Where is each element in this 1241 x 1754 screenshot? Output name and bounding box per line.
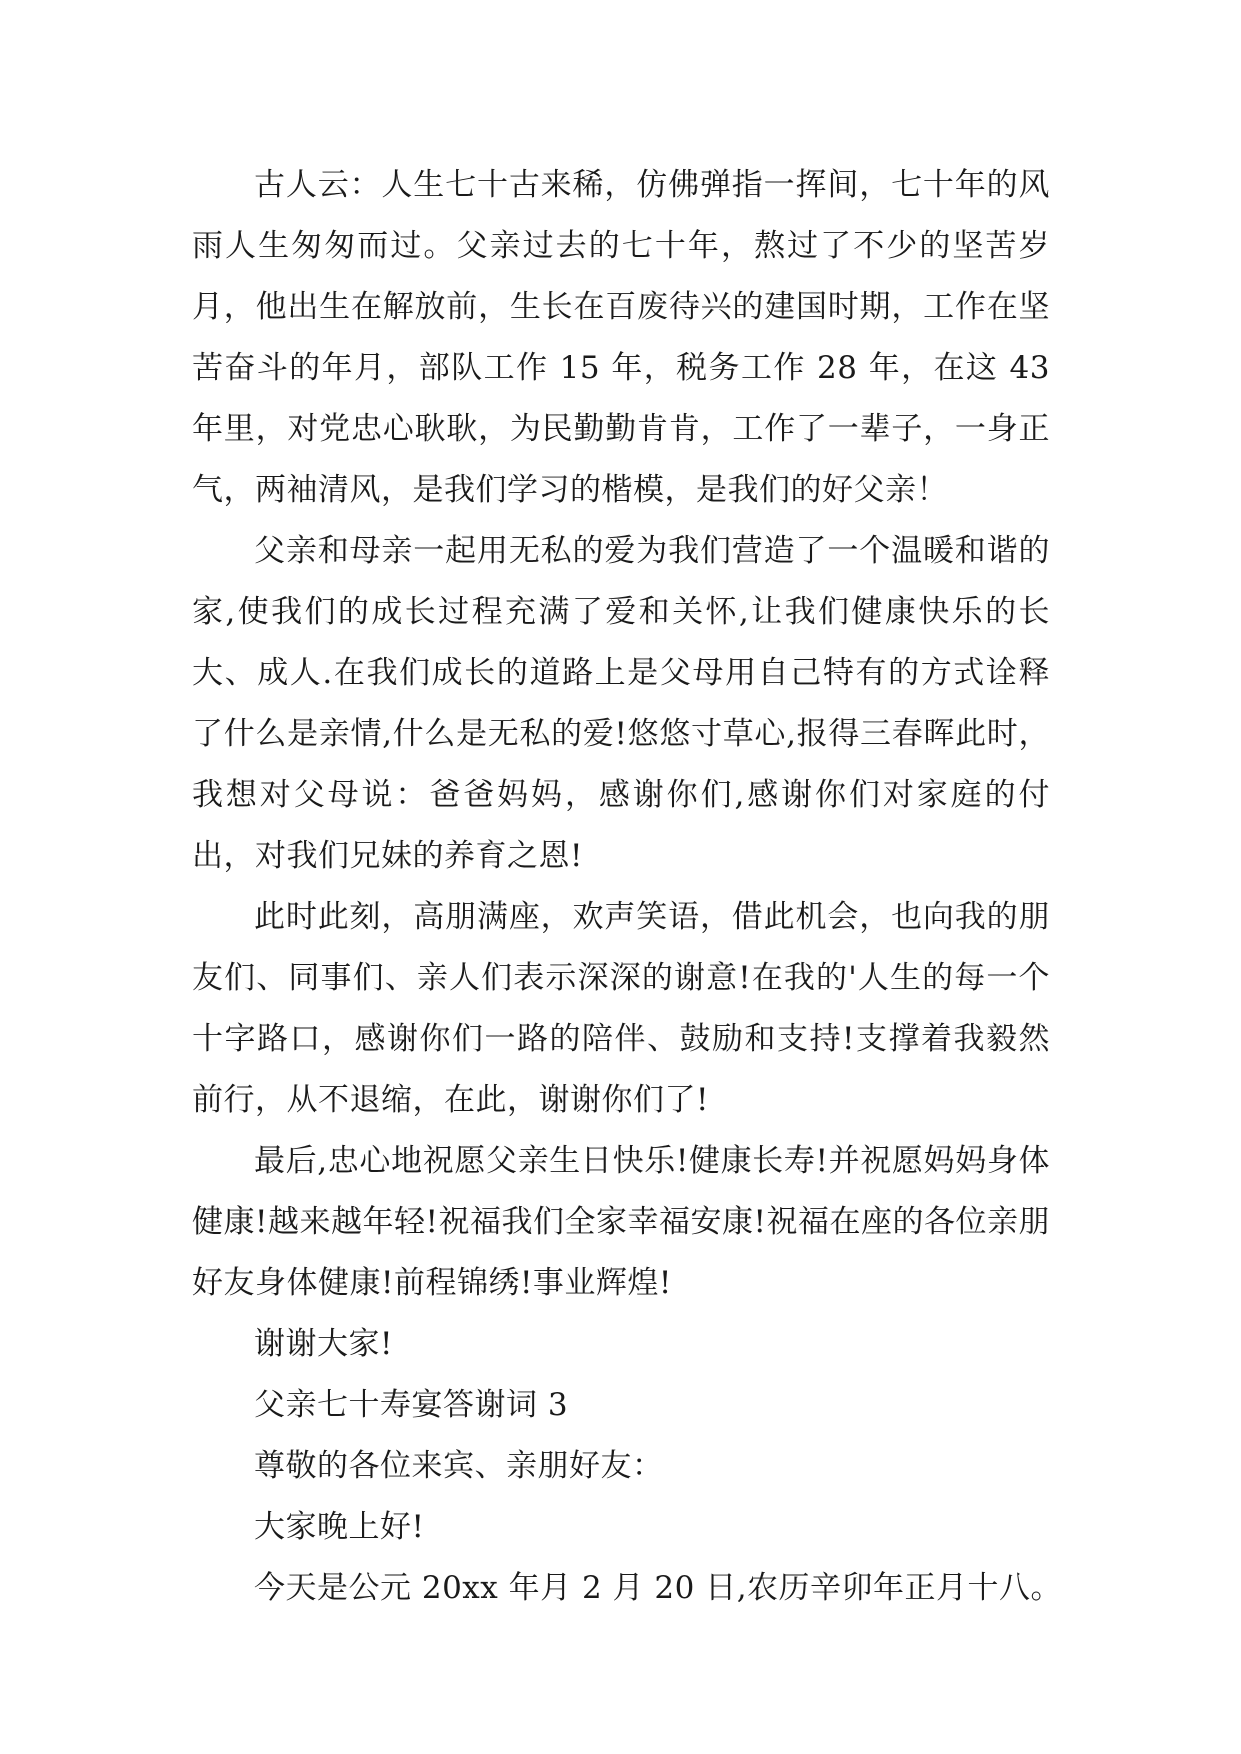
paragraph-thanks-friends: 此时此刻，高朋满座，欢声笑语，借此机会，也向我的朋友们、同事们、亲人们表示深深的谢意!在我的'人生的每一个十字路口，感谢你们一路的陪伴、鼓励和支持!支撑着我毅然前行，从不退缩，在此，谢谢你们了!: [192, 899, 1050, 1118]
greeting-line: 大家晚上好!: [254, 1509, 425, 1545]
paragraph-father-career: 古人云：人生七十古来稀，仿佛弹指一挥间，七十年的风雨人生匆匆而过。父亲过去的七十年，熬过了不少的坚苦岁月，他出生在解放前，生长在百废待兴的建国时期，工作在坚苦奋斗的年月，部队工作 15 年，税务工作 28 年，在这 43 年里，对党忠心耿耿，为民勤勤肯肯，工作了一辈子，一身正气，两袖清风，是我们学习的楷模，是我们的好父亲！: [192, 167, 1050, 508]
thanks-everyone-line: 谢谢大家!: [254, 1326, 393, 1362]
salutation-line: 尊敬的各位来宾、亲朋好友：: [254, 1448, 664, 1484]
paragraph-final-wishes: 最后,忠心地祝愿父亲生日快乐!健康长寿!并祝愿妈妈身体健康!越来越年轻!祝福我们全家幸福安康!祝福在座的各位亲朋好友身体健康!前程锦绣!事业辉煌!: [192, 1143, 1050, 1301]
paragraph-parents-love: 父亲和母亲一起用无私的爱为我们营造了一个温暖和谐的家,使我们的成长过程充满了爱和关怀,让我们健康快乐的长大、成人.在我们成长的道路上是父母用自己特有的方式诠释了什么是亲情,什么是无私的爱!悠悠寸草心,报得三春晖此时，我想对父母说：爸爸妈妈，感谢你们,感谢你们对家庭的付出，对我们兄妹的养育之恩!: [192, 533, 1050, 874]
date-line: 今天是公元 20xx 年月 2 月 20 日,农历辛卯年正月十八。: [254, 1570, 1063, 1606]
section-title: 父亲七十寿宴答谢词 3: [254, 1387, 569, 1423]
document-body: [192, 155, 1063, 1619]
